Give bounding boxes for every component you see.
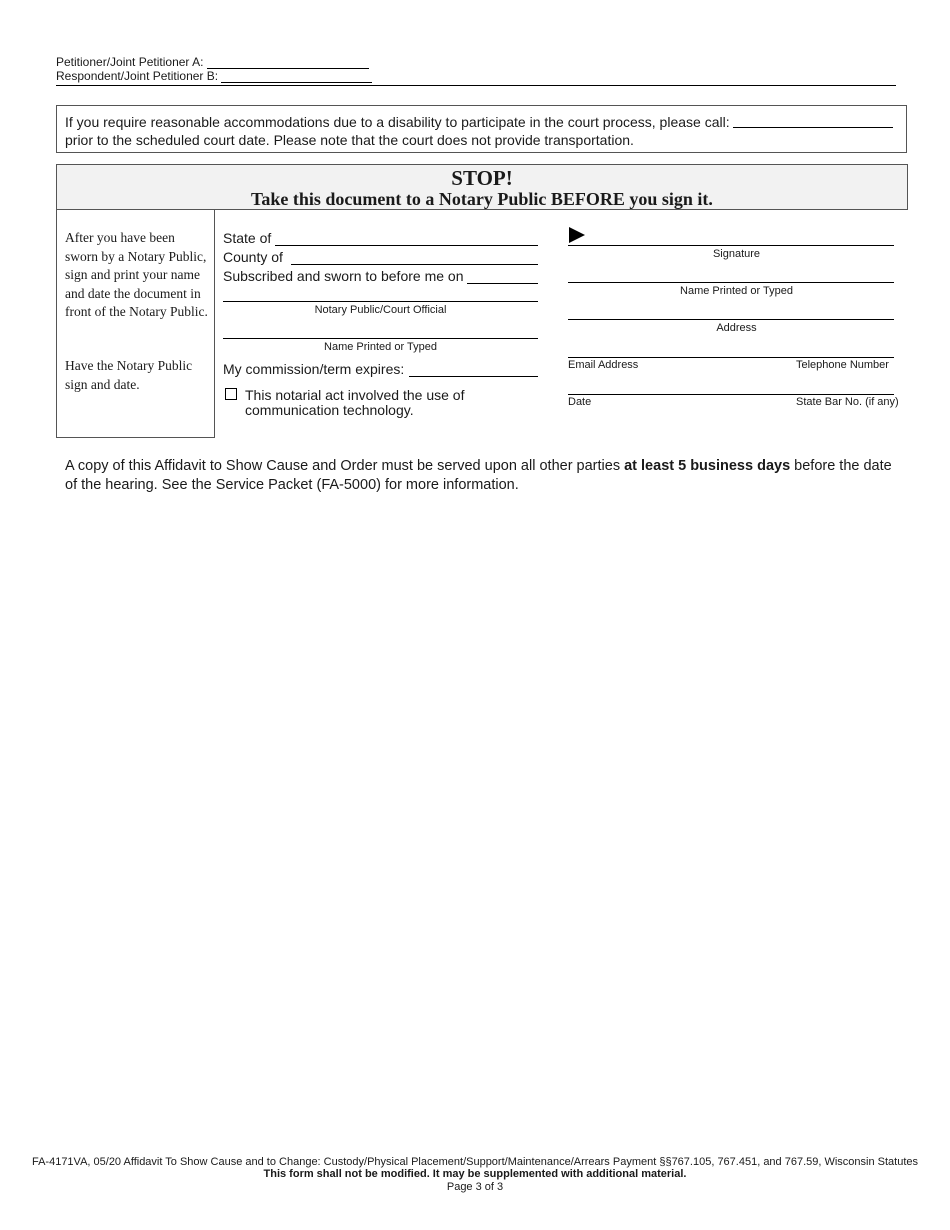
communication-technology-line-1: This notarial act involved the use of	[245, 387, 465, 403]
signature-field[interactable]	[568, 245, 894, 246]
respondent-b-field[interactable]	[221, 71, 372, 83]
signature-caption: Signature	[712, 248, 761, 260]
sign-here-arrow-icon	[569, 227, 585, 243]
stop-title: STOP!	[451, 166, 513, 190]
signer-name-field[interactable]	[568, 282, 894, 283]
notary-name-caption: Name Printed or Typed	[324, 341, 437, 353]
state-bar-caption: State Bar No. (if any)	[796, 396, 899, 408]
service-notice	[65, 457, 905, 495]
accommodation-line-2: prior to the scheduled court date. Please note that the court does not provide transportation.	[65, 132, 634, 148]
petitioner-a-line	[56, 56, 369, 69]
county-of-field[interactable]	[291, 264, 538, 265]
state-of-label: State of	[223, 230, 272, 246]
service-notice-end: before the date of the hearing. See the Service Packet (FA-5000) for more information.	[65, 458, 892, 493]
respondent-b-label: Respondent/Joint Petitioner B:	[56, 69, 219, 83]
service-notice-deadline: at least 5 business days	[624, 458, 791, 474]
subscribed-date-field[interactable]	[467, 283, 538, 284]
footer-form-line: FA-4171VA, 05/20 Affidavit To Show Cause and to Change: Custody/Physical Placement/Support/Maintenance/Arrears Payment §§767.105, 767.451, and 767.59, Wisconsin Statutes	[31, 1156, 919, 1168]
address-field[interactable]	[568, 319, 894, 320]
footer-modification-line: This form shall not be modified. It may be supplemented with additional material.	[263, 1168, 687, 1180]
date-caption: Date	[568, 396, 592, 408]
stop-subtitle: Take this document to a Notary Public BEFORE you sign it.	[251, 189, 713, 209]
notary-official-signature-field[interactable]	[223, 301, 538, 302]
commission-expires-field[interactable]	[409, 376, 538, 377]
email-caption: Email Address	[568, 359, 639, 371]
phone-caption: Telephone Number	[796, 359, 889, 371]
instructions-paragraph-2: Have the Notary Public sign and date.	[65, 358, 193, 392]
respondent-b-line	[56, 70, 372, 83]
accommodation-line-1: If you require reasonable accommodations due to a disability to participate in the court process, please call:	[65, 114, 730, 130]
service-notice-start: A copy of this Affidavit to Show Cause and Order must be served upon all other parties	[65, 458, 625, 474]
header-divider	[56, 85, 896, 86]
petitioner-a-label: Petitioner/Joint Petitioner A:	[56, 55, 204, 69]
communication-technology-checkbox[interactable]	[225, 388, 237, 400]
commission-label: My commission/term expires:	[223, 361, 405, 377]
communication-technology-line-2: communication technology.	[245, 402, 414, 418]
county-of-label: County of	[223, 249, 283, 265]
signer-name-caption: Name Printed or Typed	[680, 285, 793, 297]
email-phone-field[interactable]	[568, 357, 894, 358]
petitioner-a-field[interactable]	[207, 57, 369, 69]
state-of-field[interactable]	[275, 245, 538, 246]
subscribed-label: Subscribed and sworn to before me on	[223, 268, 464, 284]
accommodation-phone-field[interactable]	[733, 127, 893, 128]
footer-page-number: Page 3 of 3	[446, 1181, 504, 1193]
date-bar-field[interactable]	[568, 394, 894, 395]
notary-name-field[interactable]	[223, 338, 538, 339]
instructions-paragraph-1: After you have been sworn by a Notary Public, sign and print your name and date the document in front of the Notary Public.	[65, 230, 208, 320]
address-caption: Address	[716, 322, 757, 334]
notary-official-caption: Notary Public/Court Official	[314, 304, 447, 316]
